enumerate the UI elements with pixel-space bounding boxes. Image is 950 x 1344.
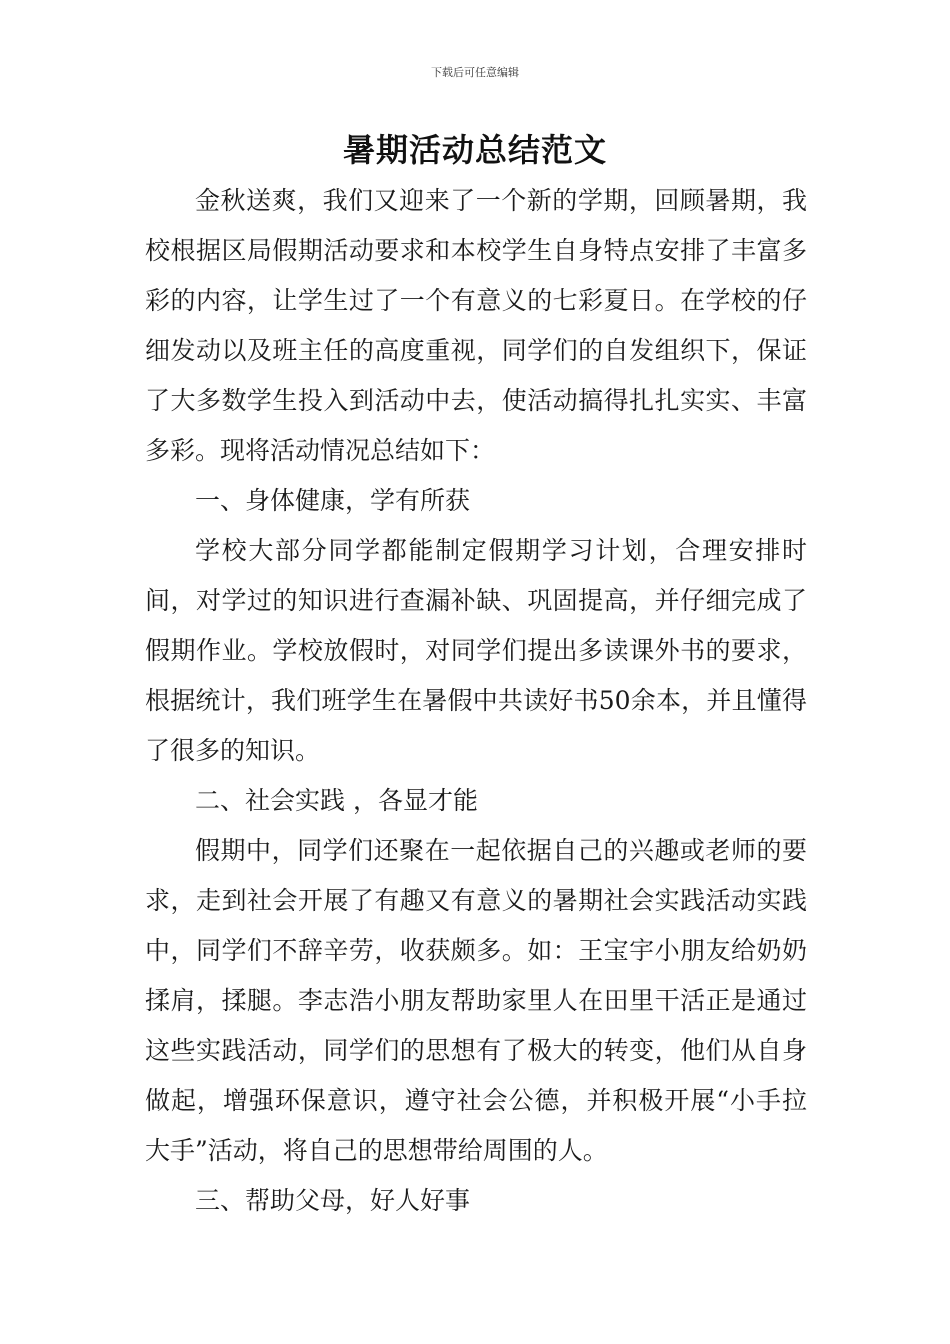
document-title: 暑期活动总结范文 — [342, 131, 607, 169]
header-note: 下载后可任意编辑 — [431, 66, 519, 79]
paragraph-section-1: 学校大部分同学都能制定假期学习计划，合理安排时间，对学过的知识进行查漏补缺、巩固提高，并仔细完成了假期作业。学校放假时，对同学们提出多读课外书的要求，根据统计，我们班学生在暑假中共读好书50余本，并且懂得了很多的知识。 — [145, 536, 807, 765]
paragraph-intro: 金秋送爽，我们又迎来了一个新的学期，回顾暑期，我校根据区局假期活动要求和本校学生自身特点安排了丰富多彩的内容，让学生过了一个有意义的七彩夏日。在学校的仔细发动以及班主任的高度重视，同学们的自发组织下，保证了大多数学生投入到活动中去，使活动搞得扎扎实实、丰富多彩。现将活动情况总结如下： — [145, 186, 807, 465]
paragraph-section-2: 假期中，同学们还聚在一起依据自己的兴趣或老师的要求，走到社会开展了有趣又有意义的暑期社会实践活动实践中，同学们不辞辛劳，收获颇多。如：王宝宇小朋友给奶奶揉肩，揉腿。李志浩小朋友帮助家里人在田里干活正是通过这些实践活动，同学们的思想有了极大的转变，他们从自身做起，增强环保意识，遵守社会公德，并积极开展“小手拉大手”活动，将自己的思想带给周围的人。 — [145, 836, 807, 1165]
section-heading-1: 一、身体健康，学有所获 — [195, 486, 471, 515]
section-heading-2: 二、社会实践 ，各显才能 — [195, 786, 478, 815]
section-heading-3: 三、帮助父母，好人好事 — [195, 1186, 471, 1215]
document-body — [145, 176, 807, 1226]
